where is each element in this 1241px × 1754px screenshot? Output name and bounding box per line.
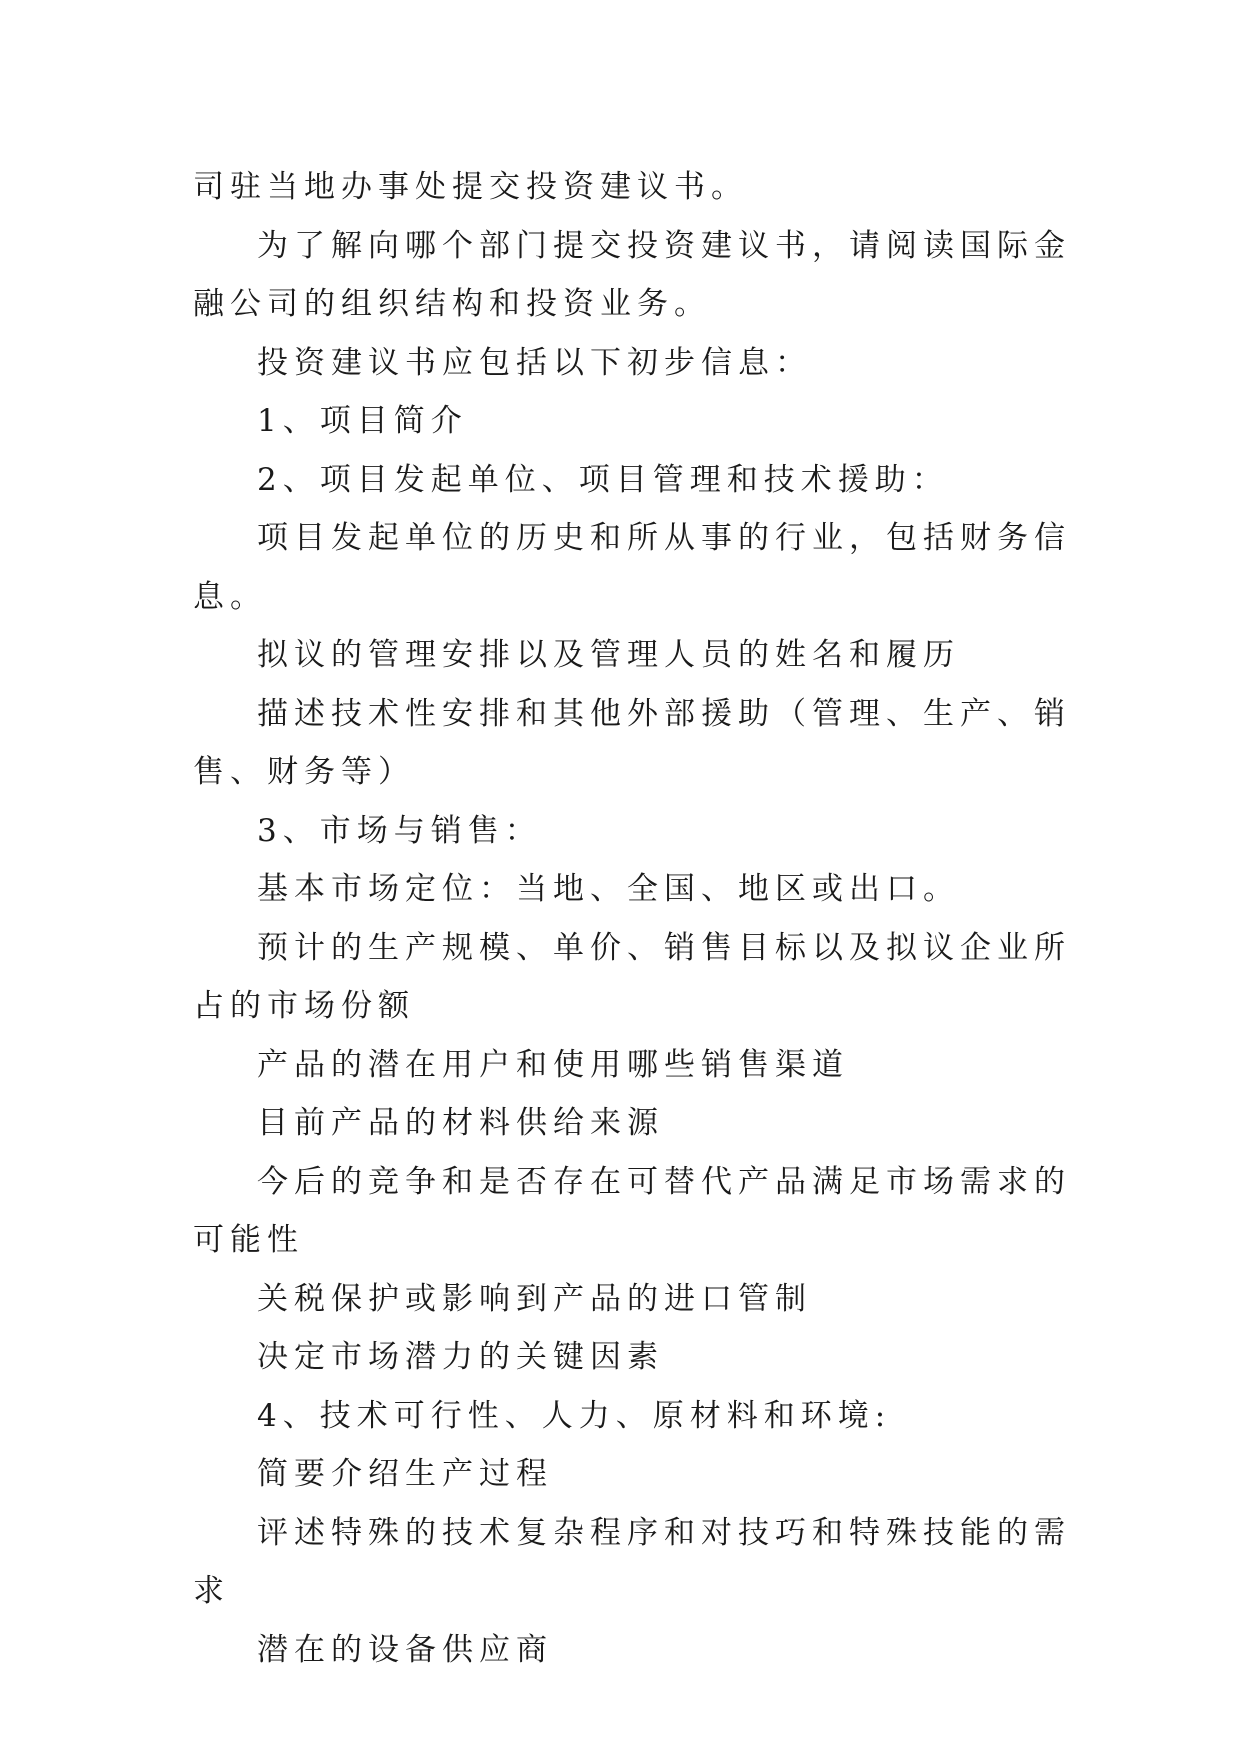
paragraph-13: 目前产品的材料供给来源: [257, 1105, 664, 1141]
paragraph-18: 简要介绍生产过程: [257, 1456, 553, 1492]
paragraph-3: 投资建议书应包括以下初步信息：: [257, 344, 812, 381]
paragraph-5: 2、项目发起单位、项目管理和技术援助：: [257, 461, 949, 498]
document-body: [193, 158, 1073, 1679]
paragraph-16: 决定市场潜力的关键因素: [257, 1339, 664, 1375]
paragraph-2: 为了解向哪个部门提交投资建议书，请阅读国际金融公司的组织结构和投资业务。: [193, 227, 1071, 322]
paragraph-11: 预计的生产规模、单价、销售目标以及拟议企业所占的市场份额: [193, 929, 1071, 1024]
paragraph-4: 1、项目简介: [257, 403, 468, 439]
paragraph-1: 司驻当地办事处提交投资建议书。: [193, 169, 748, 205]
paragraph-17: 4、技术可行性、人力、原材料和环境:: [257, 1397, 892, 1434]
paragraph-20: 潜在的设备供应商: [257, 1631, 553, 1668]
paragraph-7: 拟议的管理安排以及管理人员的姓名和履历: [257, 637, 960, 673]
paragraph-9: 3、市场与销售：: [257, 812, 542, 849]
paragraph-15: 关税保护或影响到产品的进口管制: [257, 1280, 812, 1317]
paragraph-10: 基本市场定位：当地、全国、地区或出口。: [257, 871, 960, 907]
paragraph-19: 评述特殊的技术复杂程序和对技巧和特殊技能的需求: [193, 1514, 1071, 1609]
paragraph-8: 描述技术性安排和其他外部援助（管理、生产、销售、财务等）: [193, 695, 1071, 790]
paragraph-14: 今后的竞争和是否存在可替代产品满足市场需求的可能性: [193, 1163, 1071, 1258]
paragraph-12: 产品的潜在用户和使用哪些销售渠道: [257, 1046, 849, 1083]
paragraph-6: 项目发起单位的历史和所从事的行业，包括财务信息。: [193, 520, 1071, 615]
